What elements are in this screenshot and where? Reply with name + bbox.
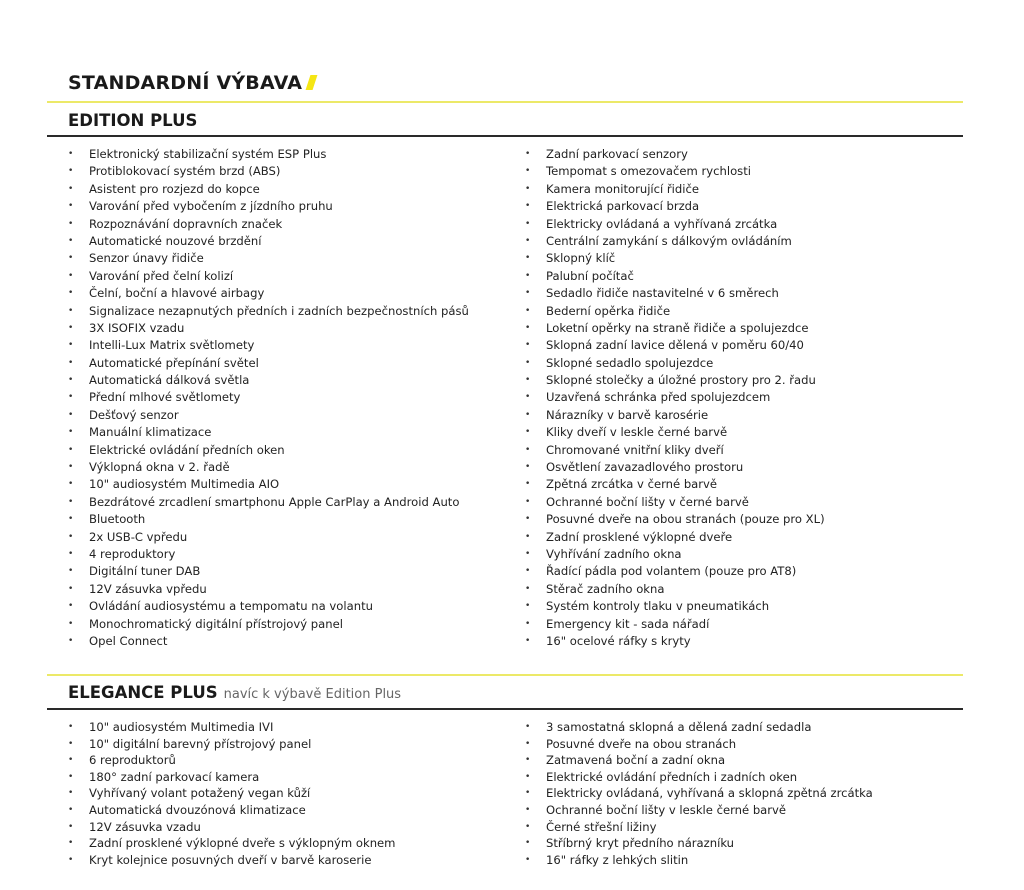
list-item: • 12V zásuvka vzadu xyxy=(68,819,395,836)
list-item: • Stříbrný kryt předního nárazníku xyxy=(525,835,873,852)
edition-plus-title-text: EDITION PLUS xyxy=(68,111,198,130)
list-item: • 10" audiosystém Multimedia IVI xyxy=(68,719,395,736)
list-item: • 10" audiosystém Multimedia AIO xyxy=(68,476,469,493)
list-item: • 2x USB-C vpředu xyxy=(68,529,469,546)
list-item: • Vyhřívání zadního okna xyxy=(525,546,825,563)
list-item: • Černé střešní ližiny xyxy=(525,819,873,836)
list-item: • 10" digitální barevný přístrojový panel xyxy=(68,736,395,753)
list-item: • Manuální klimatizace xyxy=(68,424,469,441)
list-item: • Elektronický stabilizační systém ESP Plus xyxy=(68,146,469,163)
list-item: • Osvětlení zavazadlového prostoru xyxy=(525,459,825,476)
elegance-plus-list-right xyxy=(525,719,873,868)
elegance-plus-subtitle: navíc k výbavě Edition Plus xyxy=(223,687,402,702)
list-item: • Ochranné boční lišty v leskle černé barvě xyxy=(525,802,873,819)
list-item: • Dešťový senzor xyxy=(68,407,469,424)
elegance-plus-title xyxy=(68,683,401,702)
list-item: • Elektricky ovládaná a vyhřívaná zrcátka xyxy=(525,216,825,233)
list-item: • 3 samostatná sklopná a dělená zadní sedadla xyxy=(525,719,873,736)
list-item: • Zadní parkovací senzory xyxy=(525,146,825,163)
list-item: • 4 reproduktory xyxy=(68,546,469,563)
list-item: • Zpětná zrcátka v černé barvě xyxy=(525,476,825,493)
list-item: • Rozpoznávání dopravních značek xyxy=(68,216,469,233)
middle-yellow-rule xyxy=(47,674,963,676)
list-item: • Sklopné stolečky a úložné prostory pro 2. řadu xyxy=(525,372,825,389)
edition-plus-title xyxy=(68,111,197,130)
list-item: • Kamera monitorující řidiče xyxy=(525,181,825,198)
list-item: • Systém kontroly tlaku v pneumatikách xyxy=(525,598,825,615)
list-item: • 16" ocelové ráfky s kryty xyxy=(525,633,825,650)
list-item: • Ochranné boční lišty v černé barvě xyxy=(525,494,825,511)
list-item: • Posuvné dveře na obou stranách xyxy=(525,736,873,753)
list-item: • Řadící pádla pod volantem (pouze pro AT8) xyxy=(525,563,825,580)
list-item: • Zadní prosklené výklopné dveře s výklopným oknem xyxy=(68,835,395,852)
yellow-slash-accent xyxy=(306,75,318,90)
list-item: • Bluetooth xyxy=(68,511,469,528)
list-item: • Bezdrátové zrcadlení smartphonu Apple CarPlay a Android Auto xyxy=(68,494,469,511)
list-item: • Posuvné dveře na obou stranách (pouze pro XL) xyxy=(525,511,825,528)
list-item: • Varování před vybočením z jízdního pruhu xyxy=(68,198,469,215)
list-item: • Digitální tuner DAB xyxy=(68,563,469,580)
list-item: • Protiblokovací systém brzd (ABS) xyxy=(68,163,469,180)
list-item: • Přední mlhové světlomety xyxy=(68,389,469,406)
elegance-plus-list-left xyxy=(68,719,395,868)
list-item: • Chromované vnitřní kliky dveří xyxy=(525,442,825,459)
page-title-text: STANDARDNÍ VÝBAVA xyxy=(68,72,303,94)
list-item: • Sklopný klíč xyxy=(525,250,825,267)
list-item: • Výklopná okna v 2. řadě xyxy=(68,459,469,476)
list-item: • Automatické přepínání světel xyxy=(68,355,469,372)
list-item: • Elektrická parkovací brzda xyxy=(525,198,825,215)
elegance-plus-title-text: ELEGANCE PLUS xyxy=(68,683,218,702)
list-item: • Opel Connect xyxy=(68,633,469,650)
list-item: • 180° zadní parkovací kamera xyxy=(68,769,395,786)
list-item: • 6 reproduktorů xyxy=(68,752,395,769)
list-item: • Automatická dálková světla xyxy=(68,372,469,389)
edition-plus-list-left xyxy=(68,146,469,650)
edition-plus-rule xyxy=(47,135,963,137)
list-item: • Signalizace nezapnutých předních i zadních bezpečnostních pásů xyxy=(68,303,469,320)
list-item: • Stěrač zadního okna xyxy=(525,581,825,598)
list-item: • Sklopná zadní lavice dělená v poměru 60/40 xyxy=(525,337,825,354)
list-item: • Uzavřená schránka před spolujezdcem xyxy=(525,389,825,406)
list-item: • Nárazníky v barvě karosérie xyxy=(525,407,825,424)
list-item: • 12V zásuvka vpředu xyxy=(68,581,469,598)
page-title xyxy=(68,72,315,94)
edition-plus-list-right xyxy=(525,146,825,650)
top-yellow-rule xyxy=(47,101,963,103)
list-item: • Zatmavená boční a zadní okna xyxy=(525,752,873,769)
list-item: • Centrální zamykání s dálkovým ovládáním xyxy=(525,233,825,250)
list-item: • Čelní, boční a hlavové airbagy xyxy=(68,285,469,302)
list-item: • Kryt kolejnice posuvných dveří v barvě karoserie xyxy=(68,852,395,869)
list-item: • Vyhřívaný volant potažený vegan kůží xyxy=(68,785,395,802)
list-item: • Bederní opěrka řidiče xyxy=(525,303,825,320)
list-item: • Sedadlo řidiče nastavitelné v 6 směrech xyxy=(525,285,825,302)
list-item: • Zadní prosklené výklopné dveře xyxy=(525,529,825,546)
list-item: • Sklopné sedadlo spolujezdce xyxy=(525,355,825,372)
list-item: • Kliky dveří v leskle černé barvě xyxy=(525,424,825,441)
list-item: • Automatické nouzové brzdění xyxy=(68,233,469,250)
list-item: • Intelli-Lux Matrix světlomety xyxy=(68,337,469,354)
list-item: • Varování před čelní kolizí xyxy=(68,268,469,285)
list-item: • 16" ráfky z lehkých slitin xyxy=(525,852,873,869)
list-item: • Elektrické ovládání předních i zadních oken xyxy=(525,769,873,786)
list-item: • Loketní opěrky na straně řidiče a spolujezdce xyxy=(525,320,825,337)
list-item: • Palubní počítač xyxy=(525,268,825,285)
list-item: • Monochromatický digitální přístrojový panel xyxy=(68,616,469,633)
list-item: • Tempomat s omezovačem rychlosti xyxy=(525,163,825,180)
elegance-plus-rule xyxy=(47,708,963,710)
list-item: • Automatická dvouzónová klimatizace xyxy=(68,802,395,819)
list-item: • Senzor únavy řidiče xyxy=(68,250,469,267)
list-item: • Elektricky ovládaná, vyhřívaná a sklopná zpětná zrcátka xyxy=(525,785,873,802)
list-item: • 3X ISOFIX vzadu xyxy=(68,320,469,337)
list-item: • Ovládání audiosystému a tempomatu na volantu xyxy=(68,598,469,615)
list-item: • Elektrické ovládání předních oken xyxy=(68,442,469,459)
list-item: • Emergency kit - sada nářadí xyxy=(525,616,825,633)
list-item: • Asistent pro rozjezd do kopce xyxy=(68,181,469,198)
